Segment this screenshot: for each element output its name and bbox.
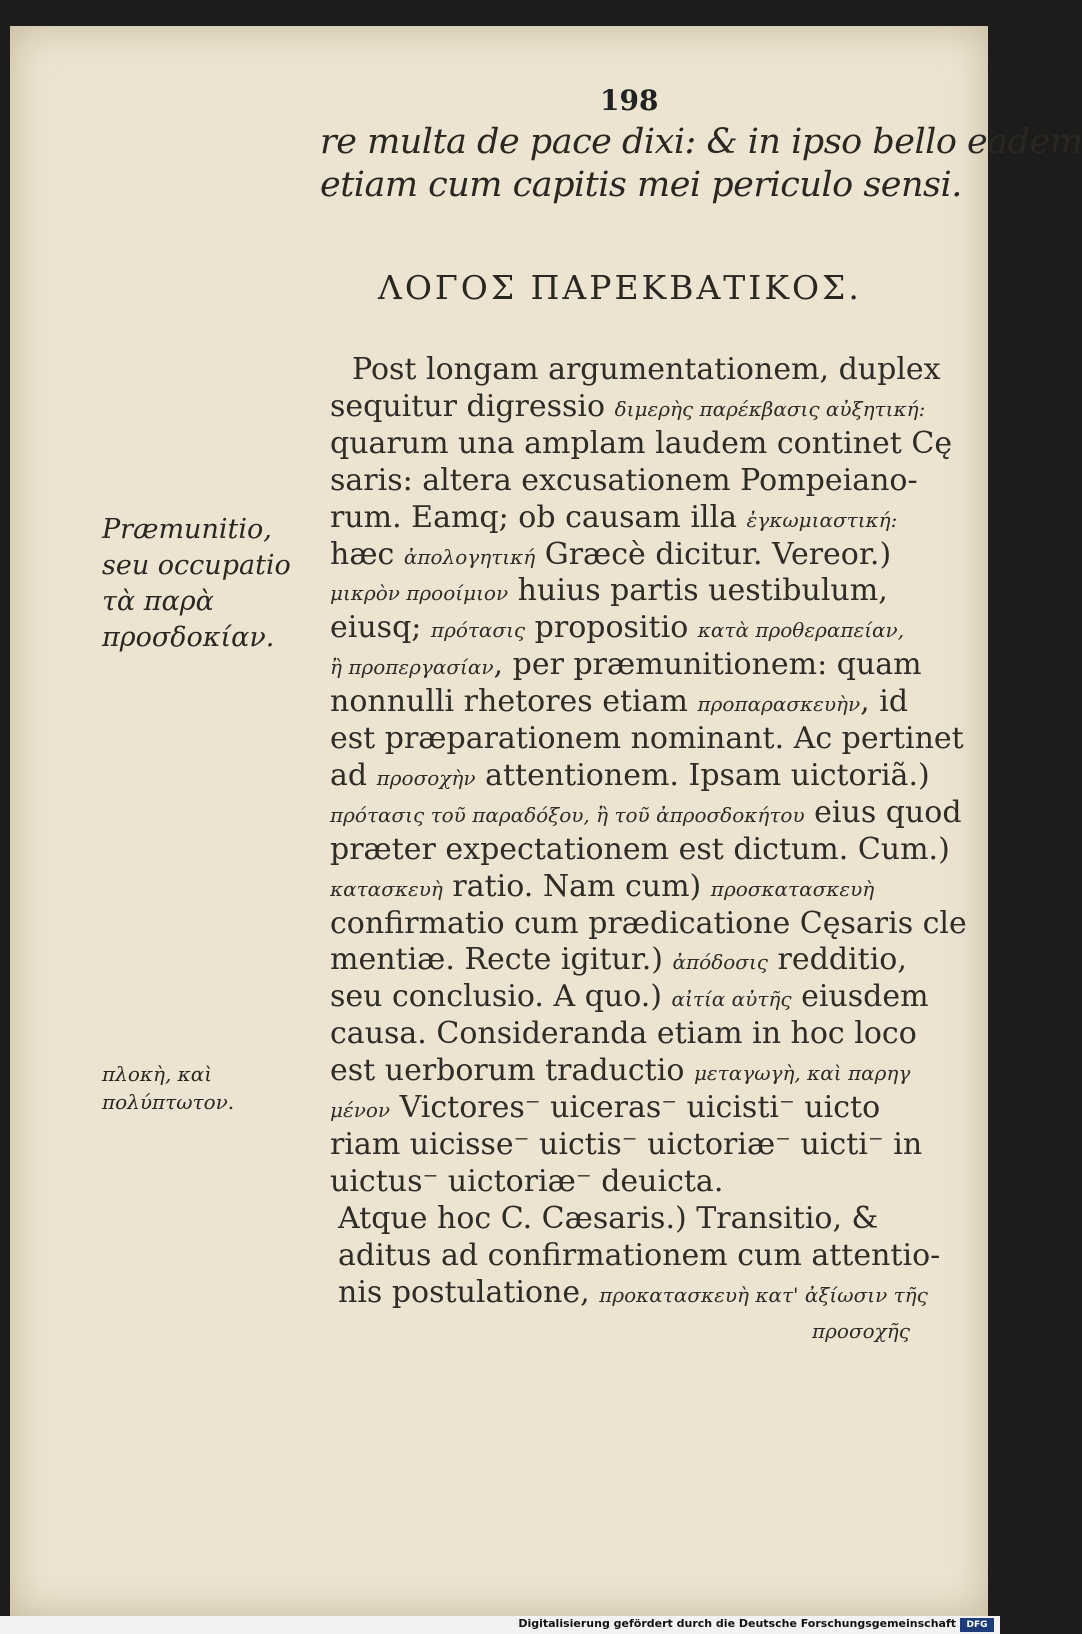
section-heading: ΛΟΓΟΣ ΠΑΡΕΚΒΑΤΙΚΟΣ. — [378, 268, 862, 307]
text-line — [330, 1164, 723, 1199]
text-line — [330, 1090, 880, 1125]
latin-text: riam uicisse⁻ uictis⁻ uictoriæ⁻ uicti⁻ in — [330, 1126, 923, 1162]
greek-term: ἢ προπεργασίαν — [330, 655, 494, 680]
latin-text: eiusdem — [791, 979, 929, 1015]
latin-text: , id — [860, 684, 909, 720]
text-line — [330, 832, 950, 867]
latin-text: mentiæ. Recte igitur.) — [330, 942, 673, 978]
latin-text: ad — [330, 757, 377, 793]
text-line — [330, 906, 967, 941]
latin-text: hæc — [330, 536, 404, 572]
text-line — [330, 721, 964, 756]
greek-term: πρότασις — [430, 618, 526, 643]
greek-term: διμερὴς παρέκβασις αὐξητική: — [614, 396, 926, 421]
latin-text: Victores⁻ uiceras⁻ uicisti⁻ uicto — [390, 1090, 881, 1125]
greek-term: προσοχῆς — [812, 1319, 910, 1344]
text-line — [330, 684, 908, 719]
greek-term: μεταγωγὴ, καὶ παρηγ — [693, 1061, 911, 1086]
latin-text: ratio. Nam cum) — [442, 868, 711, 904]
greek-term: κατασκευὴ — [330, 876, 443, 901]
latin-text: nis postulatione, — [338, 1274, 600, 1310]
footer-credit-text: Digitalisierung gefördert durch die Deutsche Forschungsgemeinschaft — [518, 1617, 956, 1630]
latin-text: attentionem. Ipsam uictoriã.) — [475, 757, 930, 793]
latin-text: est præparationem nominant. Ac pertinet — [330, 721, 964, 756]
text-line — [330, 869, 874, 904]
greek-term: προπαρασκευὴν — [697, 692, 861, 717]
text-line — [330, 647, 922, 682]
text-line — [352, 352, 941, 387]
latin-text: aditus ad confirmationem cum attentio- — [338, 1237, 941, 1273]
greek-term: πρότασις τοῦ παραδόξου, ἢ τοῦ ἀπροσδοκήτου — [330, 802, 805, 827]
margin-note-2: πλοκὴ, καὶ πολύπτωτον. — [102, 1062, 235, 1114]
text-line — [330, 389, 925, 424]
dfg-logo: DFG — [960, 1618, 994, 1632]
latin-text: nonnulli rhetores etiam — [330, 684, 698, 720]
greek-term: ἀπολογητική — [403, 544, 536, 569]
text-line — [330, 573, 888, 608]
text-line — [812, 1311, 910, 1346]
top-text-line-1: re multa de pace dixi: & in ipso bello eadem — [320, 122, 1082, 162]
text-line — [338, 1201, 878, 1236]
text-line — [330, 979, 929, 1014]
text-line — [330, 426, 952, 461]
text-line — [330, 537, 891, 572]
latin-text: rum. Eamq; ob causam illa — [330, 499, 747, 535]
greek-term: προσκατασκευὴ — [710, 876, 875, 901]
greek-term: ἀπόδοσις — [672, 950, 768, 975]
text-line — [330, 795, 962, 830]
latin-text: præter expectationem est dictum. Cum.) — [330, 831, 950, 867]
greek-term: μικρὸν προοίμιον — [330, 581, 509, 606]
greek-term: κατὰ προθεραπείαν, — [697, 618, 905, 643]
latin-text: propositio — [525, 610, 698, 646]
greek-term: ἐγκωμιαστική: — [746, 507, 898, 532]
latin-text: Græcè dicitur. Vereor.) — [535, 536, 892, 572]
latin-text: huius partis uestibulum, — [508, 573, 888, 609]
latin-text: uictus⁻ uictoriæ⁻ deuicta. — [330, 1163, 724, 1199]
text-line — [338, 1275, 928, 1310]
latin-text: saris: altera excusationem Pompeiano- — [330, 462, 918, 498]
latin-text: est uerborum traductio — [330, 1053, 694, 1089]
margin-note-1: Præmunitio, seu occupatio τὰ παρὰ προσδοκίαν. — [102, 514, 291, 653]
text-line — [330, 463, 918, 498]
text-line — [330, 1053, 910, 1088]
latin-text: causa. Consideranda etiam in hoc loco — [330, 1016, 917, 1052]
latin-text: sequitur digressio — [330, 388, 615, 424]
greek-term: αἰτία αὐτῆς — [671, 987, 792, 1012]
text-line — [330, 1127, 922, 1162]
digitization-footer — [0, 1616, 1000, 1634]
latin-text: eius quod — [804, 794, 962, 830]
text-line — [330, 610, 904, 645]
top-text-line-2: etiam cum capitis mei periculo sensi. — [320, 165, 962, 205]
latin-text: Atque hoc C. Cæsaris.) Transitio, & — [338, 1200, 879, 1236]
text-line — [330, 500, 897, 535]
latin-text: quarum una amplam laudem continet Cę — [330, 425, 953, 461]
greek-term: μένον — [330, 1098, 391, 1122]
text-line — [338, 1238, 940, 1273]
text-line — [330, 942, 907, 977]
latin-text: Post longam argumentationem, duplex — [352, 352, 941, 387]
latin-text: , per præmunitionem: quam — [493, 647, 922, 683]
latin-text: seu conclusio. A quo.) — [330, 979, 672, 1015]
text-line — [330, 1016, 917, 1051]
greek-term: προκατασκευὴ κατ' ἀξίωσιν τῆς — [599, 1282, 928, 1307]
text-line — [330, 758, 930, 793]
page-number: 198 — [600, 84, 659, 117]
latin-text: redditio, — [768, 942, 907, 978]
latin-text: eiusq; — [330, 610, 431, 646]
greek-term: προσοχὴν — [376, 765, 476, 790]
latin-text: confirmatio cum prædicatione Cęsaris cle — [330, 905, 967, 941]
